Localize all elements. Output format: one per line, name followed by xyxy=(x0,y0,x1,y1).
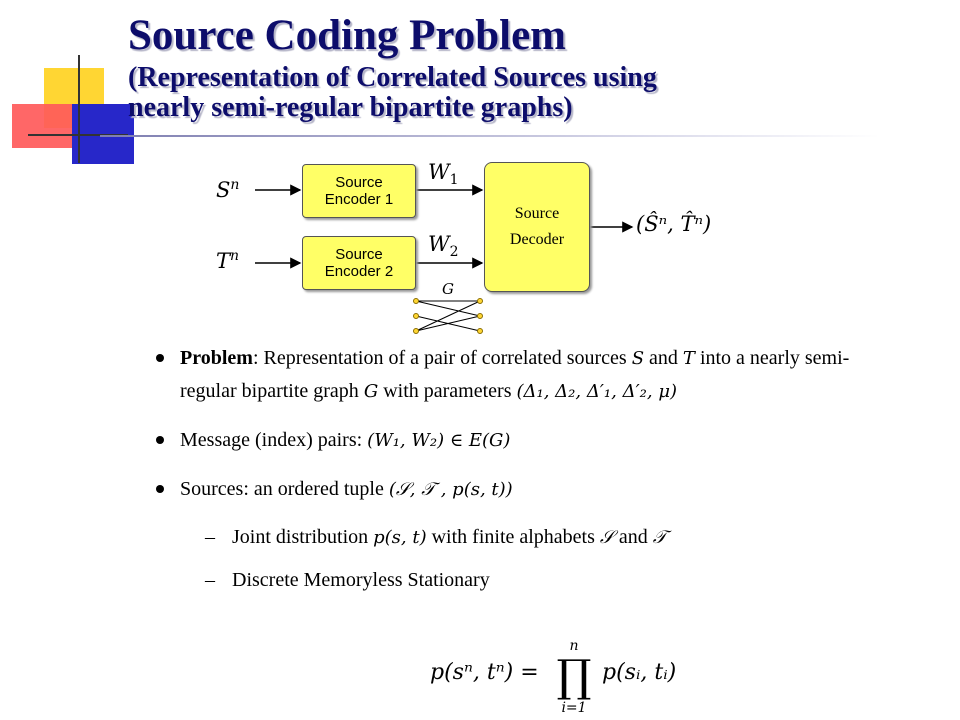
problem-text: : Representation of a pair of correlated sources xyxy=(252,347,632,369)
source-coding-diagram xyxy=(180,150,780,345)
graph-g-label: G xyxy=(442,280,454,298)
bipartite-graph-icon xyxy=(414,299,483,334)
bullet-dot xyxy=(156,354,164,362)
bullet-problem xyxy=(150,342,870,408)
problem-text: and xyxy=(644,347,683,369)
problem-text: with parameters xyxy=(378,380,517,402)
diagram-arrows xyxy=(180,150,780,345)
logo-red-square xyxy=(12,104,72,148)
problem-text: into a nearly semi-regular bipartite graph xyxy=(180,347,850,402)
bullet-sources xyxy=(150,473,870,506)
product-upper-limit: n xyxy=(569,638,579,654)
product-formula xyxy=(430,638,710,716)
problem-label: Problem xyxy=(180,347,253,369)
source-encoder-1 xyxy=(302,164,416,218)
sources-text: Sources: an ordered tuple xyxy=(180,478,389,500)
problem-g: G xyxy=(363,381,379,402)
message-text: Message (index) pairs: xyxy=(180,429,368,451)
source-s-label: $S^n$ xyxy=(216,177,240,202)
sources-math: (𝒮, 𝒯 , p(s, t)) xyxy=(388,479,513,500)
dash: – xyxy=(205,569,215,591)
decoder-label-line1: Source xyxy=(514,205,560,222)
sub-bullet-joint-distribution xyxy=(150,522,870,553)
bullet-dot xyxy=(156,436,164,444)
dash: – xyxy=(205,526,215,548)
encoder2-label-line2: Encoder 2 xyxy=(324,263,394,280)
joint-text: Joint distribution xyxy=(232,526,374,548)
formula-lhs: p(sⁿ, tⁿ) = xyxy=(430,660,539,685)
slide-subtitle-line-2: nearly semi-regular bipartite graphs) xyxy=(128,92,573,123)
logo-vertical-line xyxy=(78,55,80,163)
bullet-message-pairs xyxy=(150,424,870,457)
source-encoder-2 xyxy=(302,236,416,290)
joint-math: p(s, t) xyxy=(373,527,427,548)
w1-label: $W_1$ xyxy=(428,160,459,189)
problem-s: S xyxy=(631,348,645,369)
source-t-label: $T^n$ xyxy=(216,248,240,273)
slide-title: Source Coding Problem xyxy=(128,12,566,59)
problem-params: (Δ₁, Δ₂, Δ′₁, Δ′₂, μ) xyxy=(516,381,678,402)
product-symbol: ∏ xyxy=(556,651,592,702)
encoder2-label-line1: Source xyxy=(335,246,383,263)
joint-s: 𝒮 xyxy=(599,527,614,548)
formula-rhs: p(sᵢ, tᵢ) xyxy=(602,660,677,685)
slide-subtitle-line-1: (Representation of Correlated Sources using xyxy=(128,62,657,93)
joint-text: and xyxy=(613,526,653,548)
encoder1-label-line1: Source xyxy=(335,174,383,191)
slide-logo xyxy=(0,0,140,175)
dms-text: Discrete Memoryless Stationary xyxy=(232,569,490,591)
decoder-output-label: (Ŝⁿ, T̂ⁿ) xyxy=(636,212,712,236)
product-lower-limit: i=1 xyxy=(561,700,587,716)
source-decoder xyxy=(484,162,590,292)
decoder-label-line2: Decoder xyxy=(509,231,565,248)
joint-text: with finite alphabets xyxy=(426,526,600,548)
sub-bullet-dms xyxy=(150,565,870,595)
w2-label: $W_2$ xyxy=(428,232,459,261)
joint-t: 𝒯 xyxy=(652,527,667,548)
title-divider xyxy=(100,135,880,137)
formula-product xyxy=(550,638,598,716)
message-math: (W₁, W₂) ∈ E(G) xyxy=(367,430,511,451)
bullet-dot xyxy=(156,485,164,493)
bullet-list xyxy=(150,342,870,607)
problem-t: T xyxy=(682,348,695,369)
encoder1-label-line2: Encoder 1 xyxy=(324,191,394,208)
